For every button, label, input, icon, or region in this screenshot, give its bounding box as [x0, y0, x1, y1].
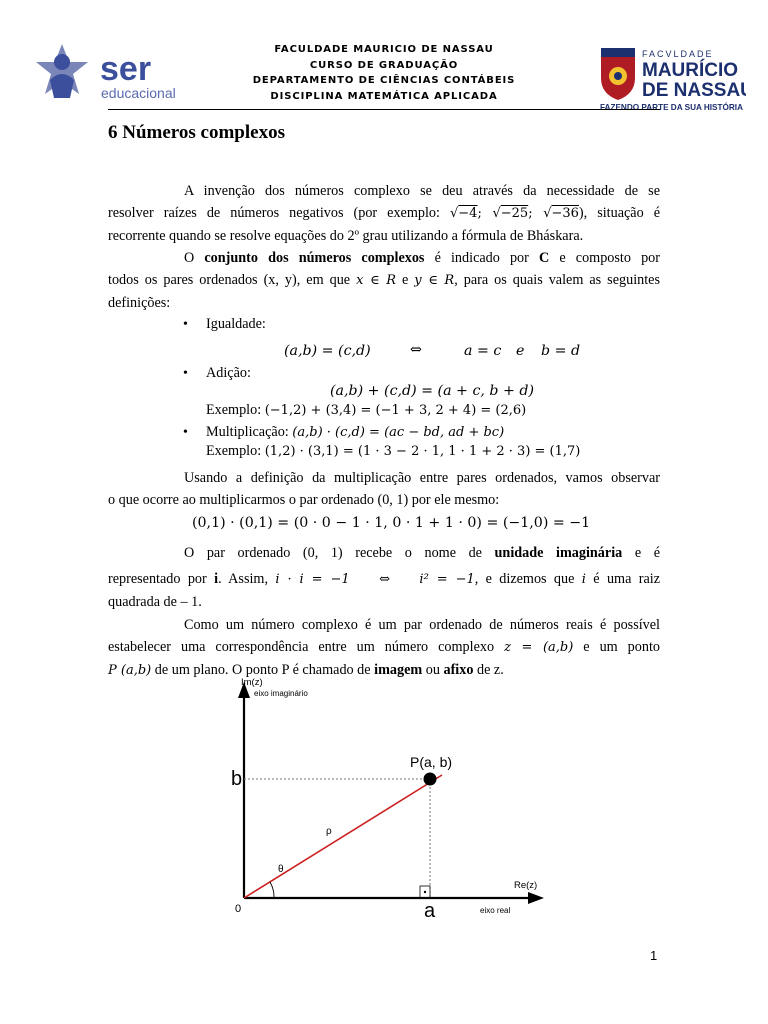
p4-line-2: representado por i. Assim, i · i = −1 ⇔ i² = −1, e dizemos que i é uma raiz [108, 571, 661, 587]
point-p [424, 773, 437, 786]
p1-line-1: A invenção dos números complexo se deu através da necessidade de se [184, 183, 660, 199]
logo-tagline: FAZENDO PARTE DA SUA HISTÓRIA [600, 103, 743, 112]
complex-plane-diagram [226, 672, 556, 922]
right-angle-dot [424, 891, 426, 893]
mult-line: Multiplicação: (a,b) · (c,d) = (ac − bd, ad + bc) [206, 424, 505, 440]
p2-line-3: definições: [108, 295, 171, 311]
igualdade-label: Igualdade: [206, 316, 266, 332]
p5-line-1: Como um número complexo é um par ordenado de números reais é possível [184, 617, 660, 633]
institution-header [200, 42, 568, 104]
logo-word: ser [100, 50, 152, 88]
crest-icon [601, 48, 635, 100]
section-title: 6 Números complexos [108, 122, 285, 143]
mult-example: Exemplo: (1,2) · (3,1) = (1 · 3 − 2 · 1, 1 · 1 + 2 · 3) = (1,7) [206, 443, 581, 459]
bullet-multiplicacao: • [183, 425, 188, 440]
p4-line-1: O par ordenado (0, 1) recebe o nome de unidade imaginária e é [184, 545, 660, 561]
origin-label: 0 [235, 903, 242, 915]
paragraph-multiplication [108, 467, 660, 511]
re-label: Re(z) [514, 880, 538, 891]
vector-rho-line [244, 775, 442, 898]
b-label: b [231, 768, 243, 790]
p1-line-2: resolver raízes de números negativos (por exemplo: √−4; √−25; √−36), situação é [108, 205, 661, 221]
paragraph-imaginary-unit [108, 542, 660, 613]
adicao-example: Exemplo: (−1,2) + (3,4) = (−1 + 3, 2 + 4) = (2,6) [206, 402, 527, 418]
igualdade-e: e [516, 343, 525, 359]
logo-top: FACVLDADE [642, 49, 714, 59]
point-label: P(a, b) [410, 754, 453, 770]
p4-line-3: quadrada de – 1. [108, 594, 202, 610]
re-axis-label: eixo real [480, 906, 511, 915]
p1-line-3: recorrente quando se resolve equações do 2º grau utilizando a fórmula de Bháskara. [108, 228, 584, 244]
real-axis-arrow [528, 892, 544, 904]
header-rule [108, 109, 660, 110]
igualdade-lhs: (a,b) = (c,d) [284, 343, 371, 359]
star-figure-icon [36, 44, 88, 98]
header-line-1: FACULDADE MAURICIO DE NASSAU [274, 44, 494, 55]
igualdade-r1: a = c [464, 343, 502, 359]
adicao-formula: (a,b) + (c,d) = (a + c, b + d) [330, 383, 535, 399]
bullet-adicao: • [183, 366, 188, 381]
p2-line-2: todos os pares ordenados (x, y), em que x ∈ R e y ∈ R, para os quais valem as seguintes [108, 272, 660, 288]
header-line-3: DEPARTAMENTO DE CIÊNCIAS CONTÁBEIS [252, 75, 516, 86]
p3-line-2: o que ocorre ao multiplicarmos o par ordenado (0, 1) por ele mesmo: [108, 492, 500, 508]
igualdade-r2: b = d [541, 343, 581, 359]
logo-name-2: DE NASSAU [642, 80, 746, 101]
p5-line-2: estabelecer uma correspondência entre um número complexo z = (a,b) e um ponto [108, 639, 660, 655]
im-axis-label: eixo imaginário [254, 689, 308, 698]
rho-label: ρ [326, 826, 332, 837]
paragraph-intro [108, 180, 660, 247]
igualdade-iff: ⇔ [410, 342, 422, 358]
mauricio-de-nassau-logo [598, 44, 746, 114]
bullet-igualdade: • [183, 317, 188, 332]
theta-arc [270, 882, 274, 898]
theta-label: θ [278, 864, 284, 875]
logo-sub: educacional [101, 85, 176, 101]
p5-line-3: P (a,b) de um plano. O ponto P é chamado de imagem ou afixo de z. [108, 662, 504, 678]
paragraph-definition [108, 247, 660, 314]
header-line-2: CURSO DE GRADUAÇÃO [309, 59, 459, 71]
a-label: a [424, 900, 436, 922]
logo-name-1: MAURÍCIO [642, 60, 739, 81]
p3-line-1: Usando a definição da multiplicação entre pares ordenados, vamos observar [184, 470, 660, 486]
ser-educacional-logo [28, 40, 198, 106]
adicao-label: Adição: [206, 365, 251, 381]
page-number: 1 [650, 948, 658, 963]
header-line-4: DISCIPLINA MATEMÁTICA APLICADA [270, 90, 498, 102]
im-label: Im(z) [241, 677, 263, 688]
p2-line-1: O conjunto dos números complexos é indicado por C e composto por [184, 250, 660, 266]
unit-equation: (0,1) · (0,1) = (0 · 0 − 1 · 1, 0 · 1 + 1 · 0) = (−1,0) = −1 [192, 515, 591, 531]
